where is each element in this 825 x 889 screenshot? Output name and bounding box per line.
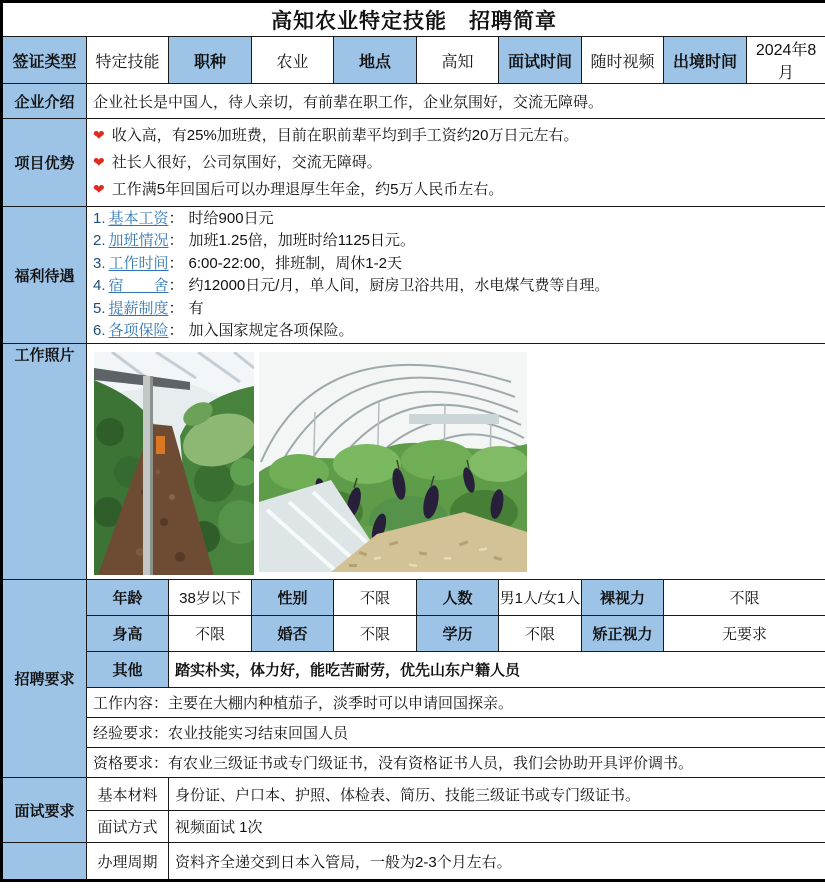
interview-time-value: 随时视频: [582, 37, 664, 84]
benefit-detail: 加入国家规定各项保险。: [188, 322, 354, 339]
advantage-item: [93, 149, 821, 176]
experience-line: 经验要求：农业技能实习结束回国人员: [87, 718, 825, 748]
colon: ：: [168, 254, 184, 272]
corrected-vision-label: 矫正视力: [582, 616, 664, 652]
empty-label-cell: [2, 843, 87, 881]
benefit-item: [93, 230, 821, 253]
benefit-name: 工作时间: [108, 254, 169, 272]
item-number: 4.: [93, 277, 106, 294]
work-content-line: 工作内容：主要在大棚内种植茄子，淡季时可以申请回国探亲。: [87, 688, 825, 718]
benefit-name: 宿 舍: [108, 277, 169, 294]
naked-vision-label: 裸视力: [582, 580, 664, 616]
benefit-item: [93, 275, 821, 298]
advantages-label: 项目优势: [2, 119, 87, 207]
location-label: 地点: [334, 37, 417, 84]
other-value: 踏实朴实，体力好，能吃苦耐劳，优先山东户籍人员: [169, 652, 825, 688]
gender-label: 性别: [252, 580, 334, 616]
interview-method-value: 视频面试 1次: [169, 811, 825, 843]
interview-time-label: 面试时间: [499, 37, 582, 84]
departure-time-value: 2024年8月: [747, 37, 825, 84]
interview-method-label: 面试方式: [87, 811, 169, 843]
advantage-text: 收入高，有25%加班费，目前在职前辈平均到手工资约20万日元左右。: [111, 127, 579, 144]
benefit-item: [93, 253, 821, 276]
benefit-detail: 时给900日元: [188, 209, 274, 227]
colon: ：: [168, 277, 184, 294]
visa-type-label: 签证类型: [2, 37, 87, 84]
marital-label: 婚否: [252, 616, 334, 652]
company-intro-label: 企业介绍: [2, 84, 87, 119]
photo-container: [91, 344, 821, 575]
interview-label: 面试要求: [2, 778, 87, 843]
advantage-text: 工作满5年回国后可以办理退厚生年金，约5万人民币左右。: [111, 181, 504, 198]
item-number: 3.: [93, 254, 106, 272]
advantage-text: 社长人很好，公司氛围好，交流无障碍。: [111, 154, 382, 171]
gender-value: 不限: [334, 580, 417, 616]
item-number: 5.: [93, 299, 106, 317]
job-category-value: 农业: [252, 37, 334, 84]
headcount-value: 男1人/女1人: [499, 580, 582, 616]
heart-icon: ❤: [93, 181, 105, 197]
visa-type-value: 特定技能: [87, 37, 169, 84]
benefit-item: [93, 320, 821, 343]
corrected-vision-value: 无要求: [664, 616, 825, 652]
processing-period-label: 办理周期: [87, 843, 169, 881]
headcount-label: 人数: [417, 580, 499, 616]
title-cell: [2, 2, 825, 37]
advantage-item: [93, 176, 821, 203]
item-number: 6.: [93, 322, 106, 339]
colon: ：: [168, 209, 184, 227]
benefit-detail: 有: [188, 299, 204, 317]
heart-icon: ❤: [93, 154, 105, 170]
greenhouse-aisle-photo: [94, 352, 254, 575]
benefit-name: 各项保险: [108, 322, 169, 339]
basic-materials-value: 身份证、户口本、护照、体检表、简历、技能三级证书或专门级证书。: [169, 778, 825, 811]
benefits-label: 福利待遇: [2, 207, 87, 344]
education-label: 学历: [417, 616, 499, 652]
job-category-label: 职种: [169, 37, 252, 84]
other-label: 其他: [87, 652, 169, 688]
benefit-item: [93, 208, 821, 231]
heart-icon: ❤: [93, 127, 105, 143]
naked-vision-value: 不限: [664, 580, 825, 616]
item-number: 1.: [93, 209, 106, 227]
height-label: 身高: [87, 616, 169, 652]
location-value: 高知: [417, 37, 499, 84]
requirements-label: 招聘要求: [2, 580, 87, 778]
benefit-detail: 约12000日元/月，单人间，厨房卫浴共用，水电煤气费等自理。: [188, 277, 610, 294]
benefits-content: [87, 207, 825, 344]
colon: ：: [168, 322, 184, 339]
height-value: 不限: [169, 616, 252, 652]
departure-time-label: 出境时间: [664, 37, 747, 84]
benefit-name: 提薪制度: [108, 299, 169, 317]
benefit-detail: 加班1.25倍，加班时给1125日元。: [188, 232, 415, 249]
basic-materials-label: 基本材料: [87, 778, 169, 811]
benefit-detail: 6:00-22:00，排班制，周休1-2天: [188, 254, 402, 272]
item-number: 2.: [93, 232, 106, 249]
benefit-item: [93, 298, 821, 321]
education-value: 不限: [499, 616, 582, 652]
company-intro-content: 企业社长是中国人，待人亲切，有前辈在职工作，企业氛围好，交流无障碍。: [87, 84, 825, 119]
age-value: 38岁以下: [169, 580, 252, 616]
qualification-line: 资格要求：有农业三级证书或专门级证书，没有资格证书人员，我们会协助开具评价调书。: [87, 748, 825, 778]
colon: ：: [168, 232, 184, 249]
advantage-item: [93, 122, 821, 149]
greenhouse-eggplants-photo: [259, 352, 527, 572]
advantages-content: [87, 119, 825, 207]
colon: ：: [168, 299, 184, 317]
age-label: 年龄: [87, 580, 169, 616]
marital-value: 不限: [334, 616, 417, 652]
benefit-name: 加班情况: [108, 232, 169, 249]
photos-content: [87, 344, 825, 580]
processing-period-value: 资料齐全递交到日本入管局，一般为2-3个月左右。: [169, 843, 825, 881]
benefit-name: 基本工资: [108, 209, 169, 227]
page-title: 高知农业特定技能 招聘简章: [271, 9, 558, 33]
photos-label: 工作照片: [2, 344, 87, 580]
